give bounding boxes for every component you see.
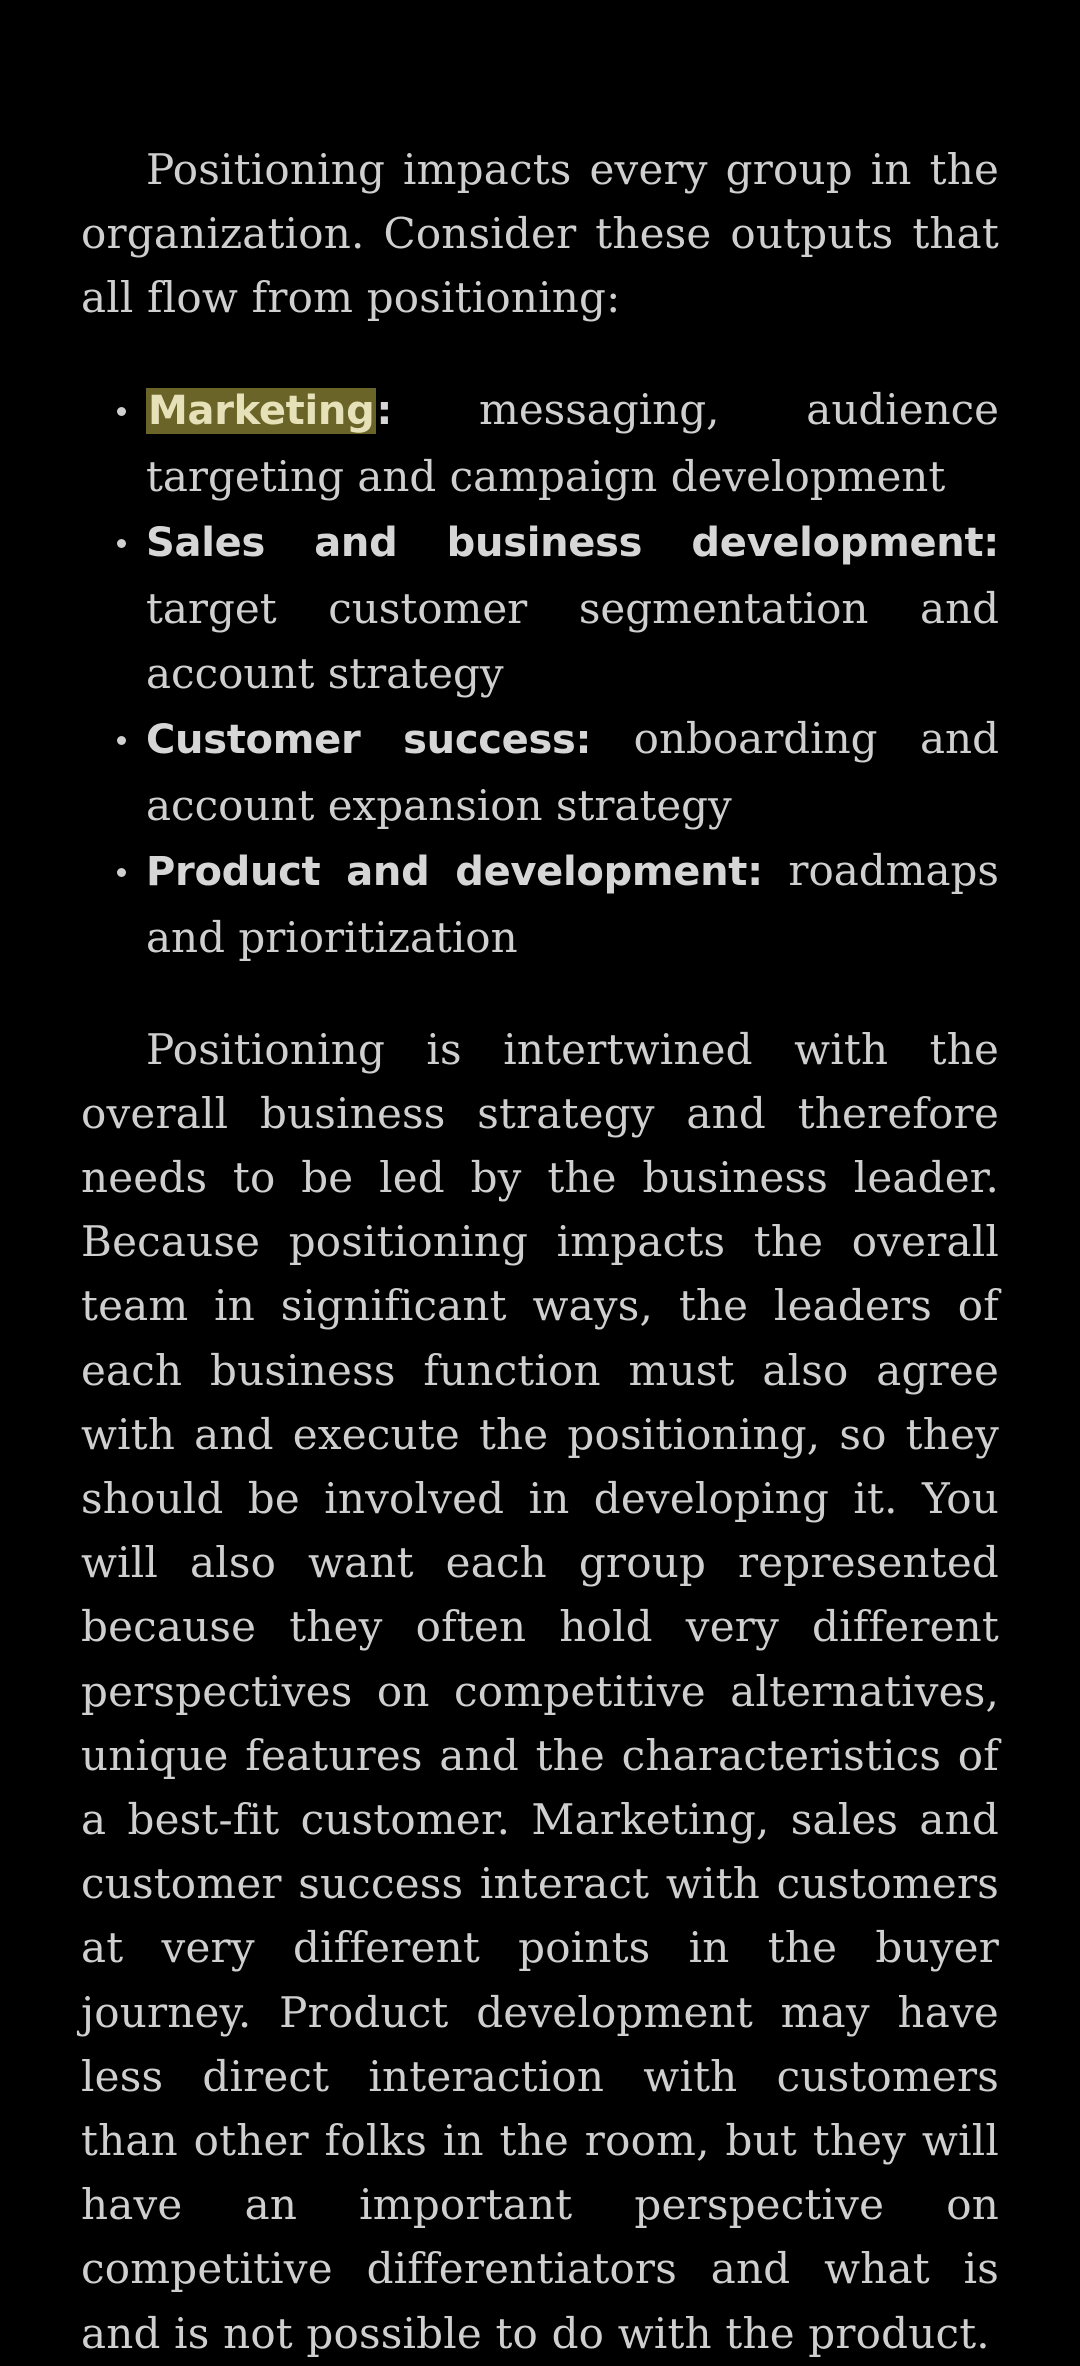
paragraph-body: Positioning is intertwined with the overall business strategy and therefore needs to be led by the business leader. Because positioning impacts the overall team in significant ways, the leaders of each business function must also agree with and execute the positioning, so they should be involved in developing it. You will also want each group represented because they often hold very different perspectives on competitive alternatives, unique features and the characteristics of a best-fit customer. Marketing, sales and customer success interact with customers at very different points in the buyer journey. Product development may have less direct interaction with customers than other folks in the room, but they will have an important perspective on competitive differentiators and what is and is not possible to do with the product. [81, 1024, 999, 2358]
bullet-icon [117, 407, 126, 416]
list-item-text: messaging, audience targeting and campaign development [146, 384, 999, 501]
list-item-term: Sales and business development: [146, 519, 999, 566]
list-item [146, 706, 999, 838]
bullet-list [81, 377, 999, 970]
list-item-text: onboarding and account expansion strategy [146, 713, 999, 830]
bullet-icon [117, 736, 126, 745]
bullet-icon [117, 539, 126, 548]
list-item-term: Customer success: [146, 716, 592, 763]
list-item [146, 509, 999, 706]
term-colon: : [376, 387, 393, 434]
list-item-text: roadmaps and prioritization [146, 845, 999, 962]
list-item-term: Product and development: [146, 848, 763, 895]
highlighted-term[interactable]: Marketing [148, 387, 375, 434]
reader-page [81, 138, 999, 2366]
list-item [146, 838, 999, 970]
bullet-icon [117, 868, 126, 877]
paragraph-intro: Positioning impacts every group in the organization. Consider these outputs that all flow from positioning: [81, 145, 999, 323]
list-item-text: target customer segmentation and account strategy [146, 583, 999, 698]
list-item [146, 377, 999, 509]
